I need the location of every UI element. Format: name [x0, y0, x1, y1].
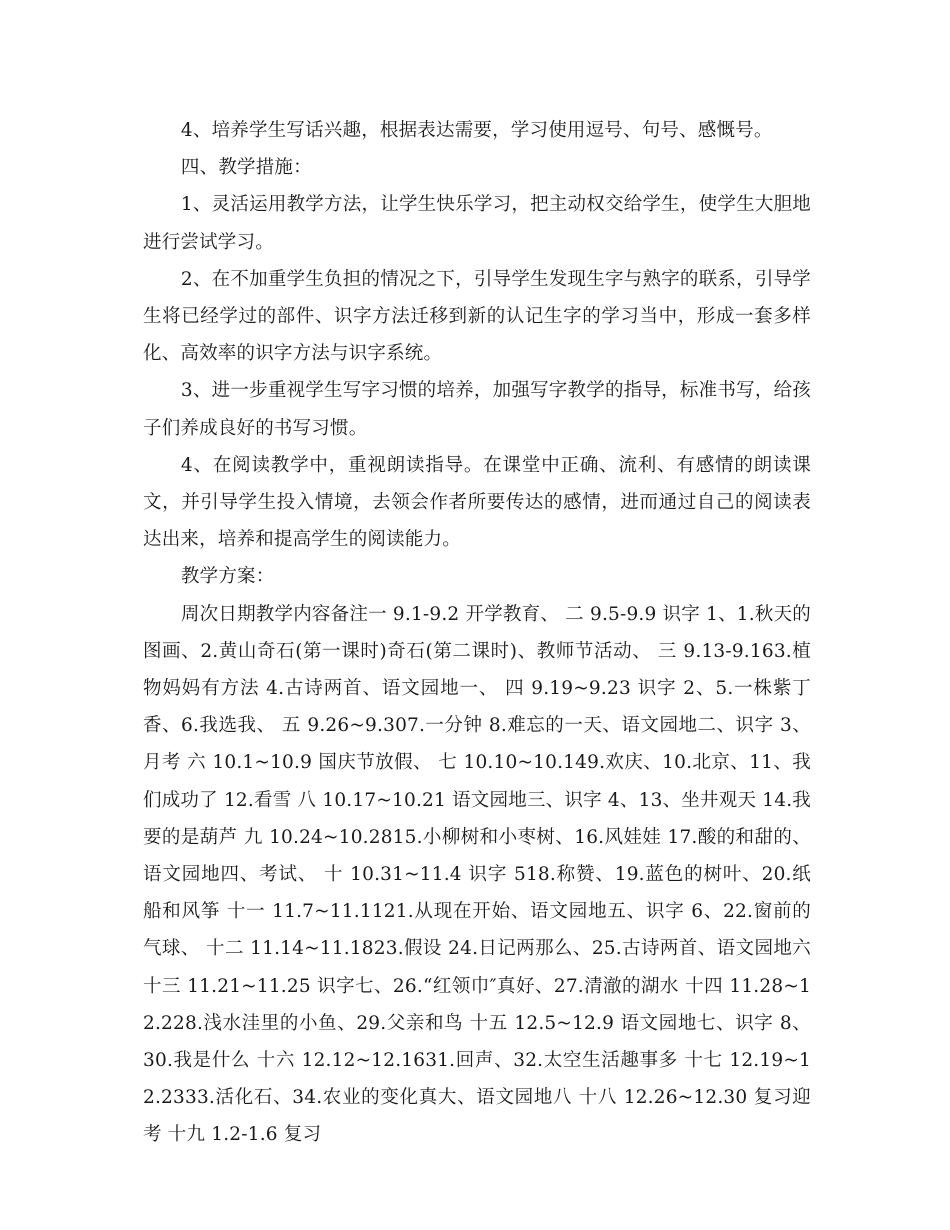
heading-teaching-plan: 教学方案：: [180, 566, 275, 588]
document-body: [143, 112, 811, 1154]
paragraph-weekly-schedule: 周次日期教学内容备注一 9.1-9.2 开学教育、 二 9.5-9.9 识字 1、1.秋天的图画、2.黄山奇石(第一课时)奇石(第二课时)、教师节活动、 三 9.13-9.163.植物妈妈有方法 4.古诗两首、语文园地一、 四 9.19~9.23 识字 2、5.一株紫丁香、6.我选我、 五 9.26~9.307.一分钟 8.难忘的一天、语文园地二、识字 3、月考 六 10.1~10.9 国庆节放假、 七 10.10~10.149.欢庆、10.北京、11、我们成功了 12.看雪 八 10.17~10.21 语文园地三、识字 4、13、坐井观天 14.我要的是葫芦 九 10.24~10.2815.小柳树和小枣树、16.风娃娃 17.酸的和甜的、语文园地四、考试、 十 10.31~11.4 识字 518.称赞、19.蓝色的树叶、20.纸船和风筝 十一 11.7~11.1121.从现在开始、语文园地五、识字 6、22.窗前的气球、 十二 11.14~11.1823.假设 24.日记两那么、25.古诗两首、语文园地六 十三 11.21~11.25 识字七、26.“红领巾″真好、27.清澈的湖水 十四 11.28~12.228.浅水洼里的小鱼、29.父亲和鸟 十五 12.5~12.9 语文园地七、识字 8、30.我是什么 十六 12.12~12.1631.回声、32.太空生活趣事多 十七 12.19~12.2333.活化石、34.农业的变化真大、语文园地八 十八 12.26~12.30 复习迎考 十九 1.2-1.6 复习: [143, 603, 811, 1146]
paragraph-measure-2: 2、在不加重学生负担的情况之下，引导学生发现生字与熟字的联系，引导学生将已经学过的部件、识字方法迁移到新的认记生字的学习当中，形成一套多样化、高效率的识字方法与识字系统。: [143, 268, 811, 365]
section-heading-teaching-measures: 四、教学措施：: [180, 157, 312, 179]
paragraph-measure-3: 3、进一步重视学生写字习惯的培养，加强写字教学的指导，标准书写，给孩子们养成良好的书写习惯。: [143, 380, 811, 439]
paragraph-goal-4: 4、培养学生写话兴趣，根据表达需要，学习使用逗号、句号、感慨号。: [180, 120, 773, 141]
paragraph-measure-1: 1、灵活运用教学方法，让学生快乐学习，把主动权交给学生，使学生大胆地进行尝试学习。: [143, 194, 811, 253]
paragraph-measure-4: 4、在阅读教学中，重视朗读指导。在课堂中正确、流利、有感情的朗读课文，并引导学生投入情境，去领会作者所要传达的感情，进而通过自己的阅读表达出来，培养和提高学生的阅读能力。: [143, 454, 811, 551]
